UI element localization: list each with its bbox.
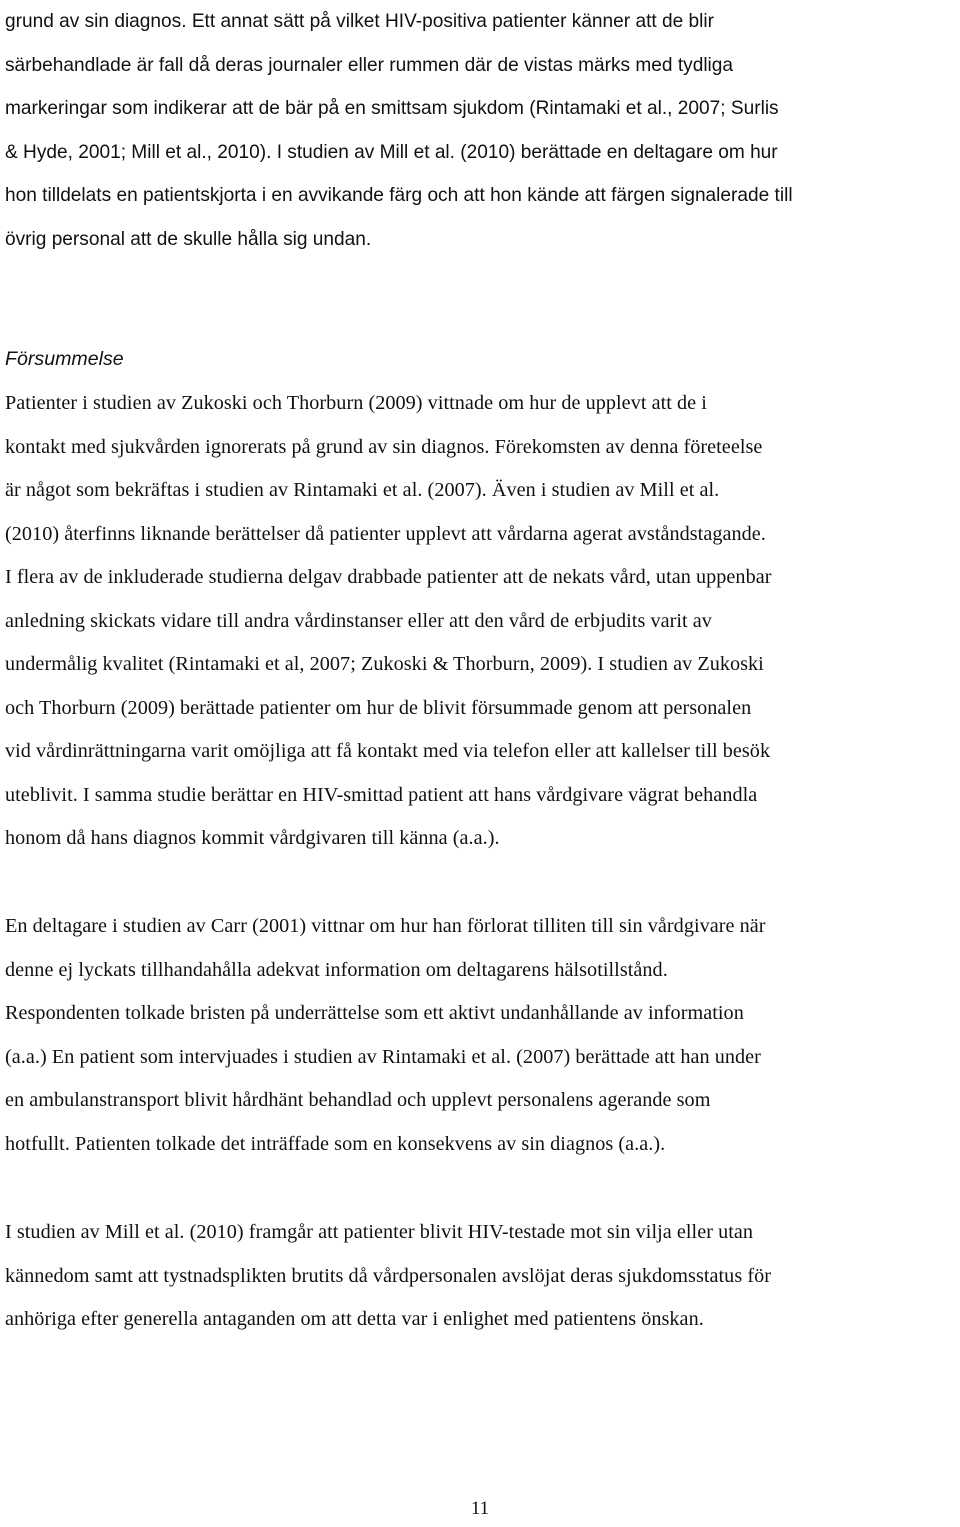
text-line: honom då hans diagnos kommit vårdgivaren till känna (a.a.). bbox=[5, 827, 500, 849]
text-line: grund av sin diagnos. Ett annat sätt på vilket HIV-positiva patienter känner att de blir bbox=[5, 11, 714, 32]
section-heading-forsummelse: Försummelse bbox=[5, 348, 124, 370]
paragraph-carr-study bbox=[5, 905, 960, 1166]
text-line: kontakt med sjukvården ignorerats på grund av sin diagnos. Förekomsten av denna företeelse bbox=[5, 435, 763, 458]
text-line: kännedom samt att tystnadsplikten brutits då vårdpersonalen avslöjat deras sjukdomsstatus för bbox=[5, 1264, 772, 1287]
text-line: Respondenten tolkade bristen på underrättelse som ett aktivt undanhållande av information bbox=[5, 1002, 744, 1024]
text-line: I flera av de inkluderade studierna delgav drabbade patienter att de nekats vård, utan uppenbar bbox=[5, 566, 772, 588]
text-line: anhöriga efter generella antaganden om att detta var i enlighet med patientens önskan. bbox=[5, 1308, 704, 1330]
text-line: och Thorburn (2009) berättade patienter om hur de blivit försummade genom att personalen bbox=[5, 696, 752, 719]
text-line: I studien av Mill et al. (2010) framgår att patienter blivit HIV-testade mot sin vilja eller utan bbox=[5, 1221, 754, 1243]
text-line: uteblivit. I samma studie berättar en HIV-smittad patient att hans vårdgivare vägrat behandla bbox=[5, 783, 758, 806]
text-line: En deltagare i studien av Carr (2001) vittnar om hur han förlorat tilliten till sin vårdgivare när bbox=[5, 915, 766, 937]
text-line: hon tilldelats en patientskjorta i en avvikande färg och att hon kände att färgen signalerade till bbox=[5, 185, 793, 206]
text-line: vid vårdinrättningarna varit omöjliga att få kontakt med via telefon eller att kallelser till besök bbox=[5, 740, 771, 762]
text-line: (2010) återfinns liknande berättelser då patienter upplevt att vårdarna agerat avståndstagande. bbox=[5, 522, 766, 545]
text-line: är något som bekräftas i studien av Rintamaki et al. (2007). Även i studien av Mill et al. bbox=[5, 479, 720, 501]
text-line: anledning skickats vidare till andra vårdinstanser eller att den vård de erbjudits varit av bbox=[5, 609, 712, 632]
page-number: 11 bbox=[470, 1498, 490, 1519]
text-line: undermålig kvalitet (Rintamaki et al, 2007; Zukoski & Thorburn, 2009). I studien av Zukoski bbox=[5, 653, 764, 675]
text-line: denne ej lyckats tillhandahålla adekvat information om deltagarens hälsotillstånd. bbox=[5, 958, 668, 981]
text-line: markeringar som indikerar att de bär på en smittsam sjukdom (Rintamaki et al., 2007; Surlis bbox=[5, 98, 779, 119]
text-line: Patienter i studien av Zukoski och Thorburn (2009) vittnade om hur de upplevt att de i bbox=[5, 392, 707, 414]
text-line: (a.a.) En patient som intervjuades i studien av Rintamaki et al. (2007) berättade att han under bbox=[5, 1045, 761, 1068]
paragraph-discrimination-continued bbox=[5, 0, 960, 261]
text-line: särbehandlade är fall då deras journaler eller rummen där de vistas märks med tydliga bbox=[5, 54, 734, 76]
text-line: hotfullt. Patienten tolkade det inträffade som en konsekvens av sin diagnos (a.a.). bbox=[5, 1132, 666, 1155]
text-line: övrig personal att de skulle hålla sig undan. bbox=[5, 228, 372, 250]
text-line: en ambulanstransport blivit hårdhänt behandlad och upplevt personalens agerande som bbox=[5, 1089, 711, 1111]
paragraph-mill-study bbox=[5, 1211, 960, 1342]
text-line: & Hyde, 2001; Mill et al., 2010). I studien av Mill et al. (2010) berättade en deltagare om hur bbox=[5, 141, 778, 163]
paragraph-neglect bbox=[5, 382, 960, 861]
